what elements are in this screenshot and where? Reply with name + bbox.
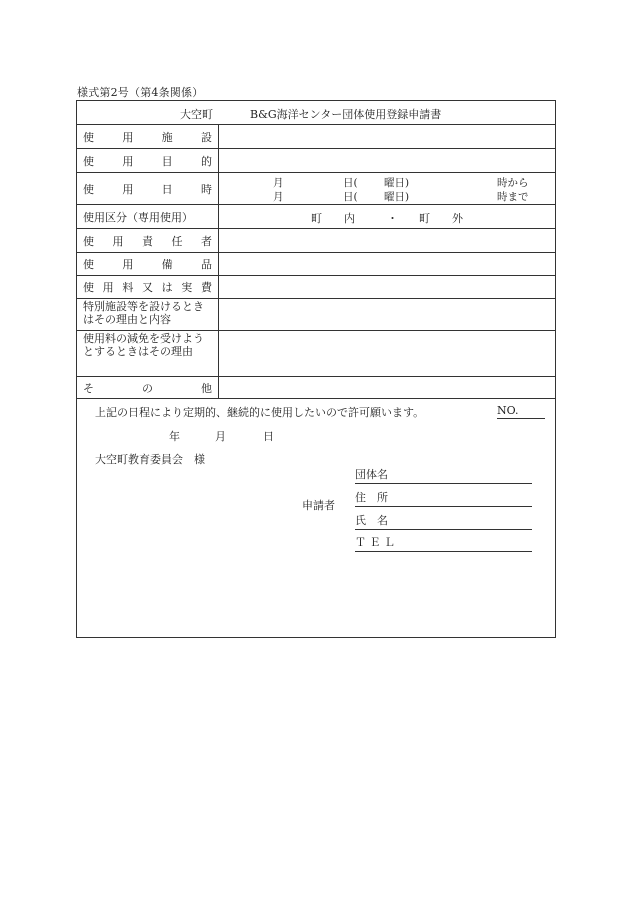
date-month[interactable]: 月: [215, 430, 226, 443]
request-statement: 上記の日程により定期的、継続的に使用したいので許可願います。: [95, 406, 425, 419]
end-time: 時まで: [497, 191, 529, 203]
row-facility: [77, 125, 555, 149]
row-responsible: [77, 229, 555, 253]
name-field[interactable]: 氏 名: [355, 512, 532, 530]
application-form: [76, 100, 556, 638]
purpose-field[interactable]: [219, 149, 555, 172]
label-category: 使用区分（専用使用）: [77, 205, 219, 228]
row-datetime: [77, 173, 555, 205]
end-day: 日(: [343, 191, 358, 203]
other-field[interactable]: [219, 377, 555, 398]
number-field[interactable]: NO.: [497, 404, 545, 419]
applicant-label: 申請者: [302, 499, 335, 512]
row-fees: [77, 276, 555, 299]
label-equipment: 使 用 備 品: [77, 253, 219, 275]
option-separator: ・: [387, 212, 398, 225]
row-category: [77, 205, 555, 229]
datetime-field[interactable]: [219, 173, 555, 204]
addressee: 大空町教育委員会 様: [95, 453, 205, 466]
in-town-option[interactable]: 町 内: [311, 212, 355, 225]
category-field: [219, 205, 555, 228]
start-time: 時から: [497, 177, 529, 189]
end-month: 月: [273, 191, 284, 203]
end-weekday: 曜日): [384, 191, 410, 203]
label-responsible: 使 用 責 任 者: [77, 229, 219, 252]
date-day[interactable]: 日: [263, 430, 274, 443]
label-purpose: 使 用 目 的: [77, 149, 219, 172]
label-datetime: 使 用 日 時: [77, 173, 219, 204]
label-fees: 使 用 料 又 は 実 費: [77, 276, 219, 298]
label-facility: 使 用 施 設: [77, 125, 219, 148]
row-reduction: [77, 331, 555, 377]
label-other: そ の 他: [77, 377, 219, 398]
start-weekday: 曜日): [384, 177, 410, 189]
fees-field[interactable]: [219, 276, 555, 298]
date-year[interactable]: 年: [169, 430, 180, 443]
form-title-row: [77, 101, 555, 125]
address-field[interactable]: 住 所: [355, 489, 532, 507]
tel-field[interactable]: Ｔ Ｅ Ｌ: [355, 534, 532, 552]
row-special: [77, 299, 555, 331]
special-field[interactable]: [219, 299, 555, 330]
form-title: B&G海洋センター団体使用登録申請書: [250, 108, 442, 121]
row-other: [77, 377, 555, 399]
facility-field[interactable]: [219, 125, 555, 148]
row-purpose: [77, 149, 555, 173]
start-month: 月: [273, 177, 284, 189]
equipment-field[interactable]: [219, 253, 555, 275]
label-special: 特別施設等を設けるときはその理由と内容: [77, 299, 219, 330]
out-town-option[interactable]: 町 外: [419, 212, 463, 225]
label-reduction: 使用料の減免を受けようとするときはその理由: [77, 331, 219, 376]
group-name-field[interactable]: 団体名: [355, 466, 532, 484]
form-number-caption: 様式第2号（第4条関係）: [77, 86, 204, 99]
reduction-field[interactable]: [219, 331, 555, 376]
title-town: 大空町: [180, 108, 213, 121]
start-day: 日(: [343, 177, 358, 189]
responsible-field[interactable]: [219, 229, 555, 252]
declaration-section: [77, 399, 555, 639]
row-equipment: [77, 253, 555, 276]
